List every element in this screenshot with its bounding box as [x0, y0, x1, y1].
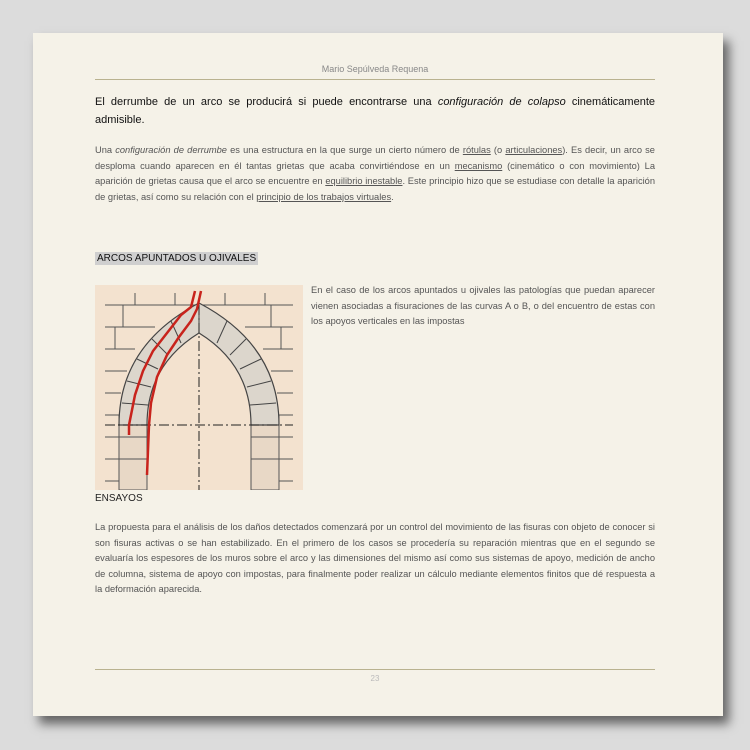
header-rule: [95, 79, 655, 80]
text-run: (cinemático o con movimiento) La aparición de grietas causa que el arco se encuentre en: [95, 160, 656, 187]
text-run: (o: [490, 145, 506, 155]
text-run: Una: [95, 145, 116, 155]
page-number: 23: [370, 674, 380, 683]
footer-rule: [95, 669, 655, 670]
definition-paragraph: [95, 143, 655, 205]
link-articulaciones[interactable]: articulaciones: [505, 145, 563, 155]
pointed-arch-figure: [95, 285, 303, 490]
text-run: ). Es decir, un arco se desploma cuando aparecen en él tantas grietas que acaba convirtiéndose en un: [95, 145, 655, 171]
arch-diagram: [95, 285, 303, 490]
ensayos-heading: ENSAYOS: [95, 493, 143, 504]
lead-suffix: cinemáticamente admisible.: [95, 96, 656, 126]
text-run: . Este principio hizo que se estudiase con detalle la aparición de grietas, así como su relación con el: [95, 176, 655, 202]
lead-emphasis: configuración de colapso: [437, 96, 566, 108]
link-rotulas[interactable]: rótulas: [462, 145, 491, 155]
link-mecanismo[interactable]: mecanismo: [454, 160, 503, 171]
link-principio-trabajos-virtuales[interactable]: principio de los trabajos virtuales: [256, 191, 392, 202]
running-header: Mario Sepúlveda Requena: [321, 64, 429, 74]
link-equilibrio-inestable[interactable]: equilibrio inestable: [325, 176, 403, 187]
italic-term: configuración de derrumbe: [115, 145, 227, 155]
lead-statement: [95, 93, 655, 129]
text-run: .: [391, 191, 394, 202]
ensayos-paragraph: La propuesta para el análisis de los daños detectados comenzará por un control del movimiento de las fisuras con objeto de conocer si son fisuras activas o se han estabilizado. En el primero de los casos se procedería su reparación mientras que en el segundo se evaluaría los espesores de los muros sobre el arco y las dimensiones del mismo así como sus sistemas de apoyo, medición de ancho de columna, sistema de apoyo con impostas, para finalmente poder realizar un cálculo mediante elementos finitos que dé respuesta a la deformación aparecida.: [95, 522, 655, 595]
text-run: es una estructura en la que surge un cierto número de: [226, 145, 463, 155]
document-page: [33, 33, 723, 716]
section-heading: ARCOS APUNTADOS U OJIVALES: [97, 253, 257, 264]
lead-prefix: El derrumbe de un arco se producirá si puede encontrarse una: [95, 96, 438, 108]
arch-description: En el caso de los arcos apuntados u ojivales las patologías que puedan aparecer vienen asociadas a fisuraciones de las curvas A o B, o del encuentro de estas con los apoyos verticales en las impostas: [311, 285, 655, 327]
